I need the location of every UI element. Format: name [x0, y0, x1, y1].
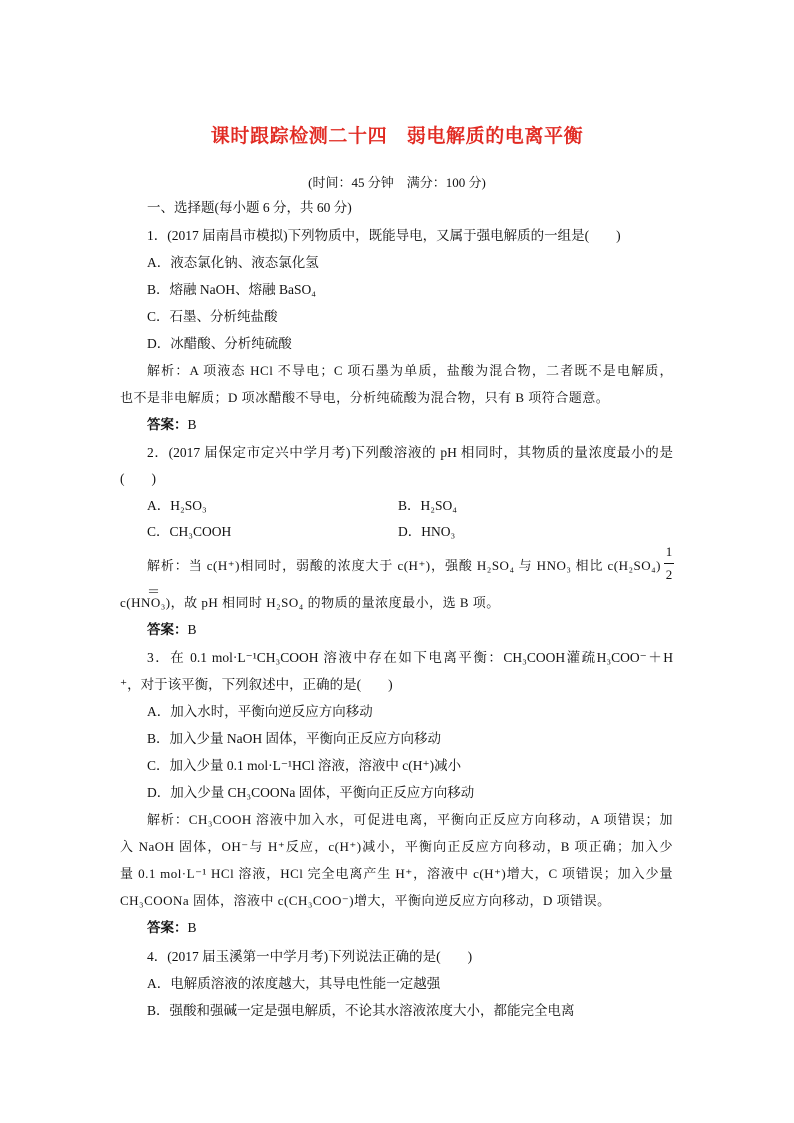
- q4-option-a: A．电解质溶液的浓度越大，其导电性能一定越强: [147, 976, 441, 991]
- fraction-numerator: 1: [665, 544, 673, 559]
- q2-answer: [147, 617, 197, 643]
- q2-option-b: B．H₂SO₄: [398, 498, 457, 513]
- q3-analysis-line: 解析：CH₃COOH 溶液中加入水，可促进电离，平衡向正反应方向移动，A 项错误；加: [147, 812, 673, 827]
- q1-analysis-line: 解析：A 项液态 HCl 不导电；C 项石墨为单质，盐酸为混合物，二者既不是电解质，: [147, 363, 673, 378]
- q2-analysis-line: 解析：当 c(H⁺)相同时，弱酸的浓度大于 c(H⁺)，强酸 H₂SO₄ 与 HNO₃ 相比 c(H₂SO₄)＝: [147, 558, 661, 599]
- q2-stem: 2．(2017 届保定市定兴中学月考)下列酸溶液的 pH 相同时，其物质的量浓度最小的是: [147, 445, 673, 460]
- fraction-one-half: [663, 541, 675, 586]
- q3-option-d: D．加入少量 CH₃COONa 固体，平衡向正反应方向移动: [147, 785, 475, 800]
- q1-answer: [147, 412, 197, 438]
- q3-option-b: B．加入少量 NaOH 固体，平衡向正反应方向移动: [147, 731, 441, 746]
- q4-option-b: B．强酸和强碱一定是强电解质，不论其水溶液浓度大小，都能完全电离: [147, 1003, 575, 1018]
- q2-analysis-line: c(HNO₃)，故 pH 相同时 H₂SO₄ 的物质的量浓度最小，选 B 项。: [120, 595, 500, 610]
- q1-stem: 1．(2017 届南昌市模拟)下列物质中，既能导电，又属于强电解质的一组是( ): [147, 228, 621, 243]
- q1-analysis-line: 也不是非电解质；D 项冰醋酸不导电，分析纯硫酸为混合物，只有 B 项符合题意。: [120, 390, 610, 405]
- answer-value: B: [187, 622, 197, 637]
- q1-option-a: A．液态氯化钠、液态氯化氢: [147, 255, 319, 270]
- q3-option-a: A．加入水时，平衡向逆反应方向移动: [147, 704, 373, 719]
- q2-option-a: A．H₂SO₃: [147, 498, 207, 513]
- answer-label: 答案：: [147, 417, 188, 432]
- page-title: 课时跟踪检测二十四 弱电解质的电离平衡: [210, 126, 584, 147]
- q3-stem: 3．在 0.1 mol·L⁻¹CH₃COOH 溶液中存在如下电离平衡：CH₃COOH灌疏H₃COO⁻＋H: [147, 650, 673, 665]
- answer-label: 答案：: [147, 920, 188, 935]
- q1-option-c: C．石墨、分析纯盐酸: [147, 309, 278, 324]
- q3-analysis-line: 量 0.1 mol·L⁻¹ HCl 溶液，HCl 完全电离产生 H⁺，溶液中 c(H⁺)增大，C 项错误；加入少量: [120, 866, 673, 881]
- q3-answer: [147, 915, 197, 941]
- q3-analysis-line: 入 NaOH 固体，OH⁻与 H⁺反应，c(H⁺)减小，平衡向正反应方向移动，B 项正确；加入少: [120, 839, 673, 854]
- q3-stem: ⁺，对于该平衡，下列叙述中，正确的是( ): [120, 677, 393, 692]
- fraction-denominator: 2: [665, 567, 673, 582]
- q2-option-d: D．HNO₃: [398, 524, 456, 539]
- q1-option-d: D．冰醋酸、分析纯硫酸: [147, 336, 292, 351]
- section-heading: 一、选择题(每小题 6 分，共 60 分): [147, 200, 352, 215]
- answer-label: 答案：: [147, 622, 188, 637]
- q2-stem: ( ): [120, 471, 156, 486]
- q3-option-c: C．加入少量 0.1 mol·L⁻¹HCl 溶液，溶液中 c(H⁺)减小: [147, 758, 462, 773]
- q4-stem: 4．(2017 届玉溪第一中学月考)下列说法正确的是( ): [147, 949, 473, 964]
- answer-value: B: [187, 417, 197, 432]
- q1-option-b: B．熔融 NaOH、熔融 BaSO₄: [147, 282, 316, 297]
- time-score-info: (时间：45 分钟 满分：100 分): [308, 175, 486, 190]
- q2-option-c: C．CH₃COOH: [147, 524, 232, 539]
- answer-value: B: [187, 920, 197, 935]
- q3-analysis-line: CH₃COONa 固体，溶液中 c(CH₃COO⁻)增大，平衡向逆反应方向移动，D 项错误。: [120, 893, 611, 908]
